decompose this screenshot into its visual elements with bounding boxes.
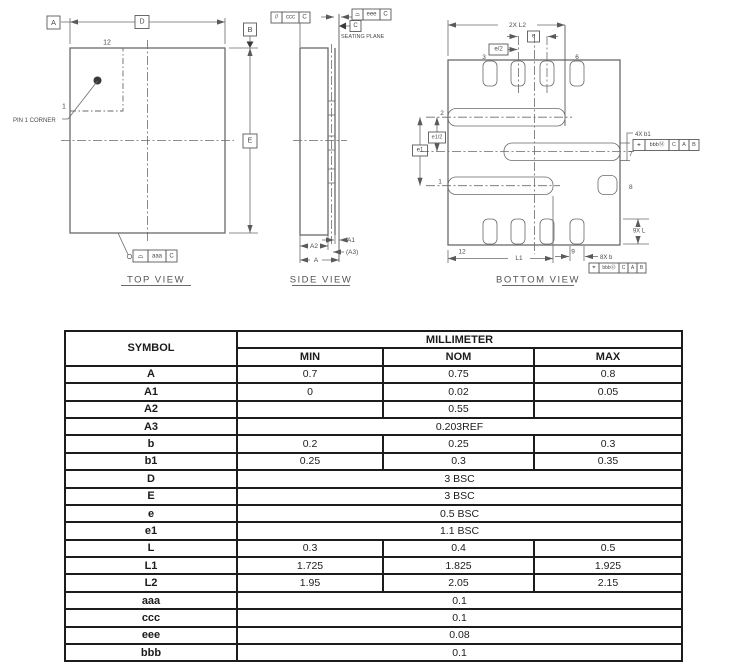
svg-text:A: A — [682, 142, 686, 148]
table-row: L1 1.725 1.825 1.925 — [65, 557, 682, 574]
svg-text:A: A — [630, 265, 635, 271]
position-icon: ⌖ — [637, 141, 641, 149]
dimensions-table — [64, 330, 683, 662]
datum-c-triangle — [339, 23, 346, 30]
lead-b-label: 8X b — [600, 255, 613, 261]
table-row: b 0.2 0.25 0.3 — [65, 435, 682, 452]
fcf-profile-aaa — [133, 250, 177, 262]
pin1-label: 1 — [438, 178, 442, 186]
seating-plane-text: SEATING PLANE — [341, 34, 385, 40]
dim-l-label: 9X L — [632, 228, 646, 235]
leader-balloon — [127, 254, 131, 258]
datum-c-label: C — [353, 23, 358, 29]
dim-a-label: A — [313, 257, 319, 264]
svg-text:bbbⓂ: bbbⓂ — [602, 265, 616, 271]
fcf-position-b — [589, 263, 646, 273]
profile-of-surface-icon: ⌓ — [137, 253, 144, 260]
svg-text:C: C — [621, 265, 626, 271]
header-unit: MILLIMETER — [237, 331, 682, 348]
header-min: MIN — [237, 348, 383, 365]
pad-pin8 — [598, 176, 617, 195]
table-row: ccc 0.1 — [65, 609, 682, 626]
table-row: D 3 BSC — [65, 470, 682, 487]
svg-text:B: B — [692, 142, 696, 148]
pin2-label: 2 — [440, 110, 444, 117]
pad-pin4 — [511, 61, 525, 86]
table-row: A3 0.203REF — [65, 418, 682, 435]
table-row: b1 0.25 0.3 0.35 — [65, 453, 682, 470]
fcf-parallelism-ccc — [271, 12, 310, 23]
pin1-corner-text: PIN 1 CORNER — [13, 118, 56, 124]
fcf-profile-eee — [352, 9, 391, 20]
dim-l1-label: L1 — [515, 255, 523, 262]
header-symbol: SYMBOL — [65, 331, 237, 366]
datum-b-triangle — [247, 42, 254, 49]
header-max: MAX — [534, 348, 682, 365]
pin8-label: 8 — [629, 184, 633, 191]
table-row: A2 0.55 — [65, 401, 682, 418]
bottom-view — [413, 20, 700, 286]
top-pin1-label: 1 — [62, 103, 66, 111]
package-body-side — [300, 48, 328, 235]
table-row: A1 0 0.02 0.05 — [65, 383, 682, 400]
pad-pin10 — [540, 219, 554, 244]
svg-text:C: C — [672, 142, 676, 148]
table-row: e 0.5 BSC — [65, 505, 682, 522]
svg-text:aaa: aaa — [151, 253, 163, 260]
datum-a-label: A — [50, 18, 57, 27]
side-view-title: SIDE VIEW — [289, 274, 353, 286]
pad-pin11 — [511, 219, 525, 244]
lead-b1-label: 4X b1 — [635, 132, 651, 138]
header-nom: NOM — [383, 348, 534, 365]
table-row: L 0.3 0.4 0.5 — [65, 540, 682, 557]
svg-text:bbbⓂ: bbbⓂ — [649, 142, 665, 148]
svg-text:ccc: ccc — [286, 14, 295, 21]
dim-e-half-label: e/2 — [494, 46, 503, 53]
bottom-view-title: BOTTOM VIEW — [496, 274, 580, 286]
top-view — [13, 16, 258, 286]
profile-of-surface-icon: ⌓ — [355, 11, 360, 18]
pin1-corner-leader — [62, 81, 98, 119]
svg-text:B: B — [639, 265, 644, 271]
position-icon: ⌖ — [592, 265, 596, 271]
dim-e-label: e — [531, 33, 536, 40]
pin12-label: 12 — [458, 248, 466, 256]
datum-b-label: B — [247, 25, 253, 34]
table-row: e1 1.1 BSC — [65, 522, 682, 539]
svg-text:eee: eee — [366, 11, 377, 18]
top-view-title: TOP VIEW — [126, 274, 186, 286]
pad-pin6 — [570, 61, 584, 86]
pin7-label: 7 — [629, 151, 633, 158]
package-outline-bottom — [448, 60, 620, 245]
side-view — [271, 9, 391, 286]
svg-text:C: C — [169, 253, 174, 260]
dim-d-label: D — [139, 18, 145, 26]
parallelism-icon: // — [274, 14, 279, 21]
drawing-views — [0, 0, 731, 300]
dim-a2-label: A2 — [310, 243, 318, 250]
pin3-label: 3 — [482, 54, 486, 61]
pin9-label: 9 — [571, 248, 575, 256]
dim-a3-label: (A3) — [346, 249, 359, 256]
fcf-position-b1 — [633, 140, 699, 151]
svg-text:C: C — [383, 11, 388, 18]
table-header-row — [65, 331, 682, 348]
dim-e1-half-label: e1/2 — [431, 134, 443, 141]
table-row: eee 0.08 — [65, 627, 682, 644]
pin1-dot — [94, 77, 102, 85]
dim-e1-label: e1 — [416, 147, 424, 154]
dim-l2-label: 2X L2 — [509, 22, 526, 29]
top-pin12-label: 12 — [103, 39, 111, 47]
table-row: A 0.7 0.75 0.8 — [65, 366, 682, 383]
pin6-label: 6 — [575, 54, 579, 61]
dim-e-label: E — [247, 137, 253, 145]
table-row: aaa 0.1 — [65, 592, 682, 609]
table-row: E 3 BSC — [65, 488, 682, 505]
svg-text:C: C — [302, 14, 307, 21]
table-row: L2 1.95 2.05 2.15 — [65, 574, 682, 591]
pad-pin3 — [483, 61, 497, 86]
table-row: bbb 0.1 — [65, 644, 682, 661]
pad-pin9 — [570, 219, 584, 244]
dim-a1-label: A1 — [347, 237, 355, 244]
pad-pin12 — [483, 219, 497, 244]
